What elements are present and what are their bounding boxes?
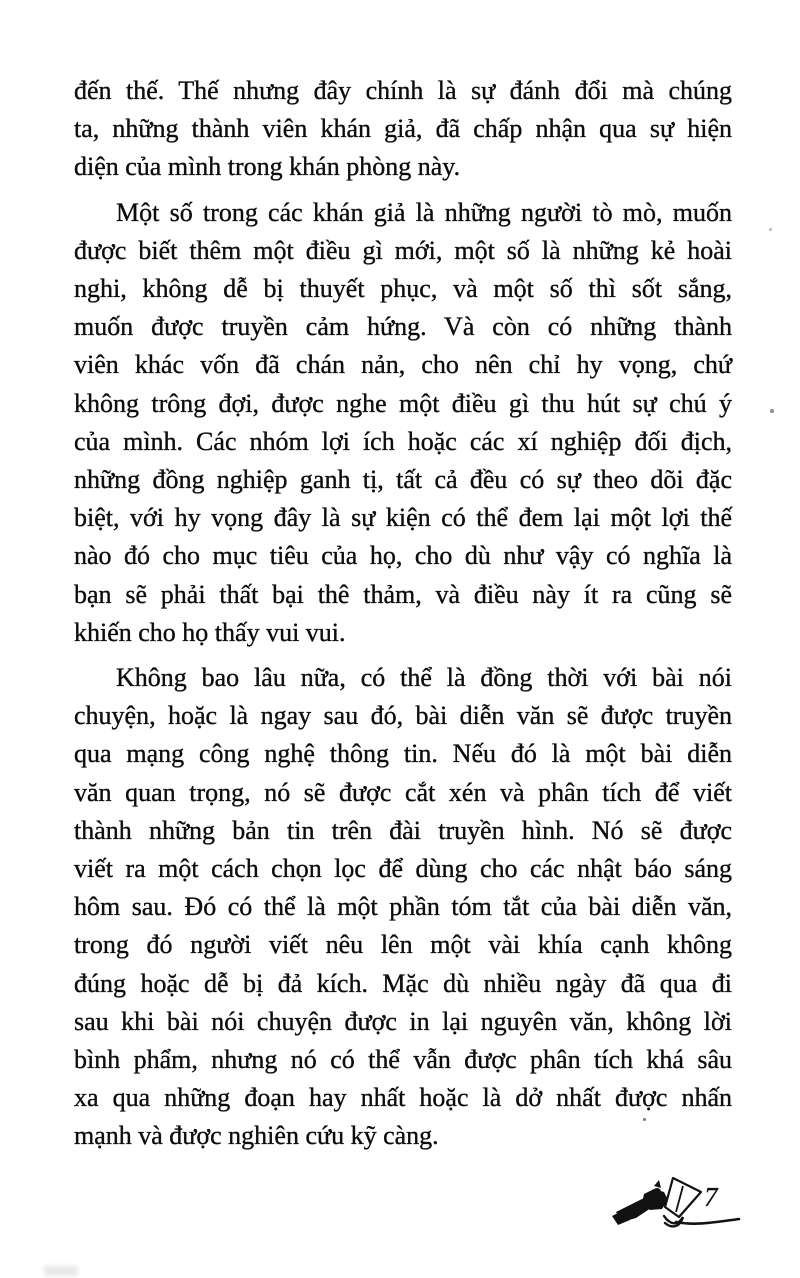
- text-line: viên khác vốn đã chán nản, cho nên chỉ hy vọng, chứ: [74, 350, 732, 380]
- scan-smudge: [44, 1266, 78, 1276]
- text-line: đúng hoặc dễ bị đả kích. Mặc dù nhiều ngày đã qua đi: [74, 968, 732, 998]
- scan-speck: [643, 1118, 646, 1121]
- text-line: chuyện, hoặc là ngay sau đó, bài diễn văn sẽ được truyền: [74, 701, 732, 731]
- scan-speck: [770, 409, 774, 413]
- body-text: [74, 72, 732, 1156]
- text-line: mạnh và được nghiên cứu kỹ càng.: [74, 1121, 439, 1151]
- text-line: Một số trong các khán giả là những người tò mò, muốn: [116, 197, 732, 227]
- text-line: muốn được truyền cảm hứng. Và còn có những thành: [74, 312, 732, 342]
- page-number: 7: [704, 1182, 718, 1212]
- text-line: bình phẩm, nhưng nó có thể vẫn được phân tích khá sâu: [74, 1045, 732, 1075]
- pen-ornament: [610, 1172, 742, 1230]
- text-line: ta, những thành viên khán giả, đã chấp nhận qua sự hiện: [74, 114, 732, 144]
- text-line: bạn sẽ phải thất bại thê thảm, và điều này ít ra cũng sẽ: [74, 579, 732, 609]
- text-line: xa qua những đoạn hay nhất hoặc là dở nhất được nhấn: [74, 1083, 732, 1113]
- text-line: hôm sau. Đó có thể là một phần tóm tắt của bài diễn văn,: [74, 892, 732, 922]
- text-line: thành những bản tin trên đài truyền hình. Nó sẽ được: [74, 815, 732, 845]
- text-line: biệt, với hy vọng đây là sự kiện có thể đem lại một lợi thế: [74, 503, 732, 533]
- text-line: của mình. Các nhóm lợi ích hoặc các xí nghiệp đối địch,: [74, 426, 732, 456]
- text-line: viết ra một cách chọn lọc để dùng cho các nhật báo sáng: [74, 854, 732, 884]
- text-line: qua mạng công nghệ thông tin. Nếu đó là một bài diễn: [74, 739, 732, 769]
- text-line: được biết thêm một điều gì mới, một số là những kẻ hoài: [74, 235, 732, 265]
- paragraph: [74, 194, 732, 652]
- text-line: không trông đợi, được nghe một điều gì thu hút sự chú ý: [74, 388, 732, 418]
- text-line: Không bao lâu nữa, có thể là đồng thời với bài nói: [116, 663, 732, 693]
- text-line: sau khi bài nói chuyện được in lại nguyên văn, không lời: [74, 1006, 732, 1036]
- text-line: nào đó cho mục tiêu của họ, cho dù như vậy có nghĩa là: [74, 541, 732, 571]
- text-line: trong đó người viết nêu lên một vài khía cạnh không: [74, 930, 732, 960]
- text-line: khiến cho họ thấy vui vui.: [74, 617, 346, 647]
- page-footer: [0, 1168, 800, 1238]
- paragraph: [74, 72, 732, 187]
- scan-speck: [769, 228, 772, 231]
- paragraph: [74, 659, 732, 1156]
- text-line: văn quan trọng, nó sẽ được cắt xén và phân tích để viết: [74, 777, 732, 807]
- text-line: diện của mình trong khán phòng này.: [74, 152, 461, 182]
- text-line: những đồng nghiệp ganh tị, tất cả đều có sự theo dõi đặc: [74, 465, 732, 495]
- text-line: nghi, không dễ bị thuyết phục, và một số thì sốt sắng,: [74, 274, 732, 304]
- text-line: đến thế. Thế nhưng đây chính là sự đánh đổi mà chúng: [74, 76, 732, 105]
